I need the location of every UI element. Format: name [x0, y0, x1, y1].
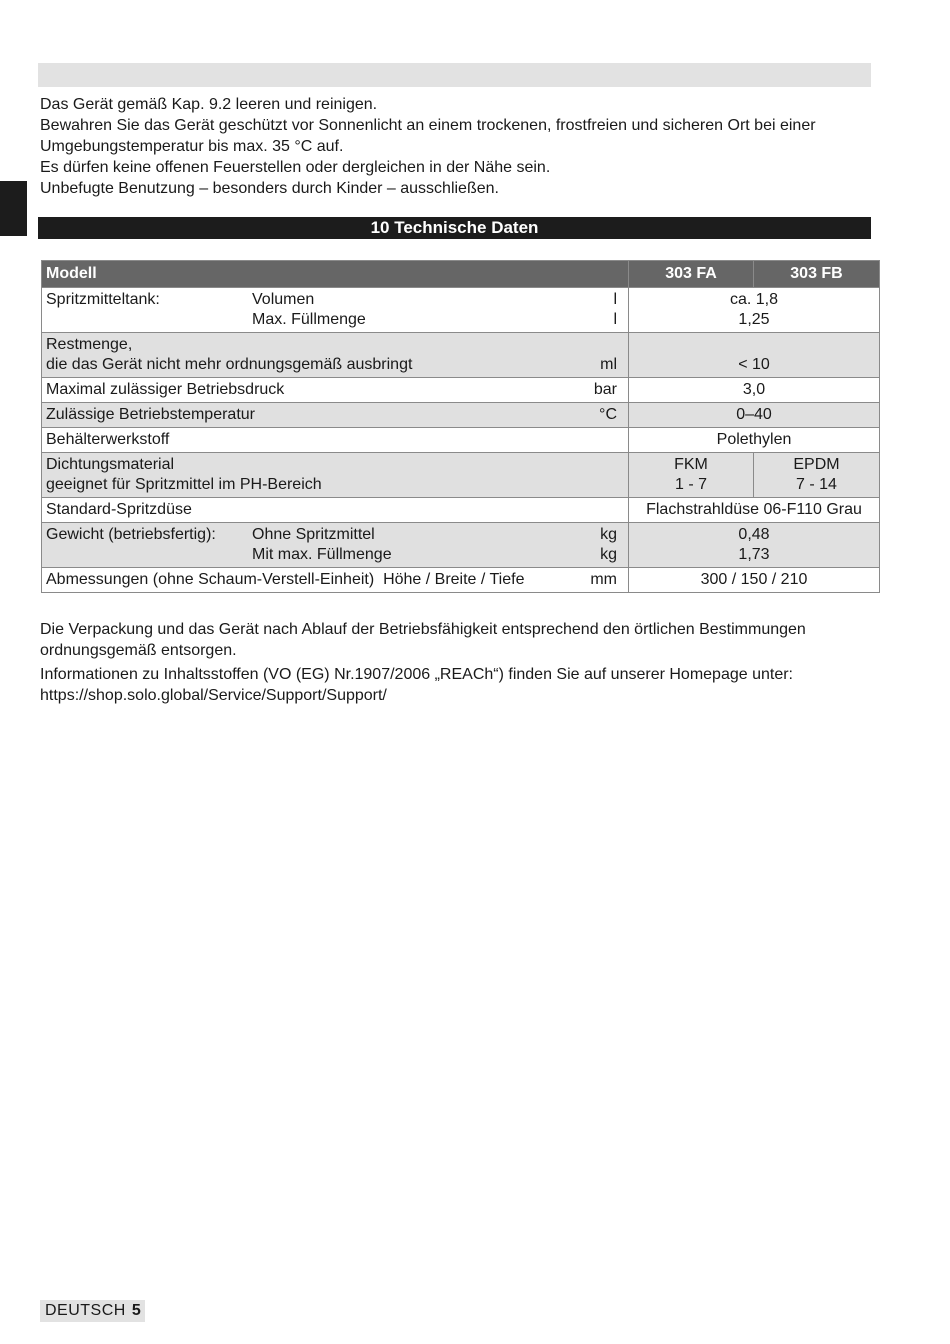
seal-label-line2: geeignet für Spritzmittel im PH-Bereich — [46, 476, 322, 493]
seal-fkm-name: FKM — [674, 456, 708, 473]
instruction-line: Es dürfen keine offenen Feuerstellen oder dergleichen in der Nähe sein. — [40, 159, 551, 176]
table-row-dimensions — [42, 568, 880, 593]
reach-info-paragraph: Informationen zu Inhaltsstoffen (VO (EG) Nr.1907/2006 „REACh“) finden Sie auf unserer Homepage unter: https://shop.solo.global/Service/Support/Support/ — [40, 666, 793, 704]
residual-unit: ml — [600, 356, 617, 373]
section-title: 10 Technische Daten — [38, 217, 871, 239]
weight-label-cell — [42, 523, 629, 568]
instruction-line: Bewahren Sie das Gerät geschützt vor Sonnenlicht an einem trockenen, frostfreien und sicheren Ort bei einer Umgebungstemperatur bis max. 35 °C auf. — [40, 117, 816, 155]
disposal-paragraph: Die Verpackung und das Gerät nach Ablauf der Betriebsfähigkeit entsprechend den örtlichen Bestimmungen ordnungsgemäß entsorgen. — [40, 621, 806, 659]
weight-full-value: 1,73 — [738, 546, 770, 563]
residual-label-line2: die das Gerät nicht mehr ordnungsgemäß ausbringt — [46, 356, 413, 373]
nozzle-value: Flachstrahldüse 06-F110 Grau — [629, 498, 880, 523]
table-row-pressure — [42, 378, 880, 403]
table-row-material — [42, 428, 880, 453]
weight-empty-value: 0,48 — [738, 526, 770, 543]
tank-volume-unit: l — [613, 291, 617, 308]
seal-fkm-range: 1 - 7 — [674, 476, 707, 493]
tank-volume-value: ca. 1,8 — [729, 291, 779, 308]
material-value: Polethylen — [629, 428, 880, 453]
residual-label-cell — [42, 333, 629, 378]
tank-volume-label: Volumen — [252, 291, 315, 308]
tank-fill-value: 1,25 — [738, 311, 770, 328]
side-thumb-tab — [0, 181, 27, 236]
table-row-residual — [42, 333, 880, 378]
temperature-label: Zulässige Betriebstemperatur — [46, 406, 255, 423]
technical-data-table — [41, 260, 880, 593]
tank-label-cell — [42, 288, 629, 333]
temperature-unit: °C — [599, 406, 617, 423]
residual-label-line1: Restmenge, — [46, 336, 133, 353]
header-model: Modell — [42, 261, 629, 288]
tank-fill-label: Max. Füllmenge — [252, 311, 366, 328]
tank-values — [629, 288, 880, 333]
table-row-seal — [42, 453, 880, 498]
pressure-label: Maximal zulässiger Betriebsdruck — [46, 381, 285, 398]
top-header-bar — [38, 63, 871, 87]
table-row-weight — [42, 523, 880, 568]
tank-label: Spritzmitteltank: — [46, 291, 160, 308]
weight-full-unit: kg — [600, 546, 617, 563]
seal-label-cell — [42, 453, 629, 498]
page-number: 5 — [131, 1302, 142, 1319]
table-row-temperature — [42, 403, 880, 428]
weight-full-label: Mit max. Füllmenge — [252, 546, 392, 563]
dimensions-value: 300 / 150 / 210 — [629, 568, 880, 593]
table-header-row — [42, 261, 880, 288]
dimensions-label: Abmessungen (ohne Schaum-Verstell-Einheit) Höhe / Breite / Tiefe — [46, 571, 525, 588]
temperature-label-cell — [42, 403, 629, 428]
weight-label: Gewicht (betriebsfertig): — [46, 526, 216, 543]
temperature-value: 0–40 — [629, 403, 880, 428]
seal-epdm-name: EPDM — [793, 456, 840, 473]
instruction-line: Unbefugte Benutzung – besonders durch Kinder – ausschließen. — [40, 180, 499, 197]
table-row-tank — [42, 288, 880, 333]
seal-epdm-cell — [754, 453, 880, 498]
seal-epdm-range: 7 - 14 — [796, 476, 837, 493]
dimensions-label-cell — [42, 568, 629, 593]
material-label: Behälterwerkstoff — [42, 428, 629, 453]
pressure-label-cell — [42, 378, 629, 403]
header-model-a: 303 FA — [629, 261, 754, 288]
pressure-unit: bar — [593, 381, 617, 398]
weight-values — [629, 523, 880, 568]
weight-empty-unit: kg — [600, 526, 617, 543]
tank-fill-unit: l — [613, 311, 617, 328]
storage-instructions — [40, 94, 880, 199]
pressure-value: 3,0 — [629, 378, 880, 403]
dimensions-unit: mm — [590, 571, 617, 588]
footer-language: DEUTSCH — [45, 1302, 126, 1319]
seal-label-line1: Dichtungsmaterial — [46, 456, 175, 473]
nozzle-label: Standard-Spritzdüse — [42, 498, 629, 523]
disposal-notes — [40, 619, 900, 709]
seal-fkm-cell — [629, 453, 754, 498]
instruction-line: Das Gerät gemäß Kap. 9.2 leeren und reinigen. — [40, 96, 378, 113]
page-footer — [40, 1300, 145, 1322]
header-model-b: 303 FB — [754, 261, 880, 288]
weight-empty-label: Ohne Spritzmittel — [252, 526, 375, 543]
residual-value: < 10 — [629, 333, 880, 378]
table-row-nozzle — [42, 498, 880, 523]
